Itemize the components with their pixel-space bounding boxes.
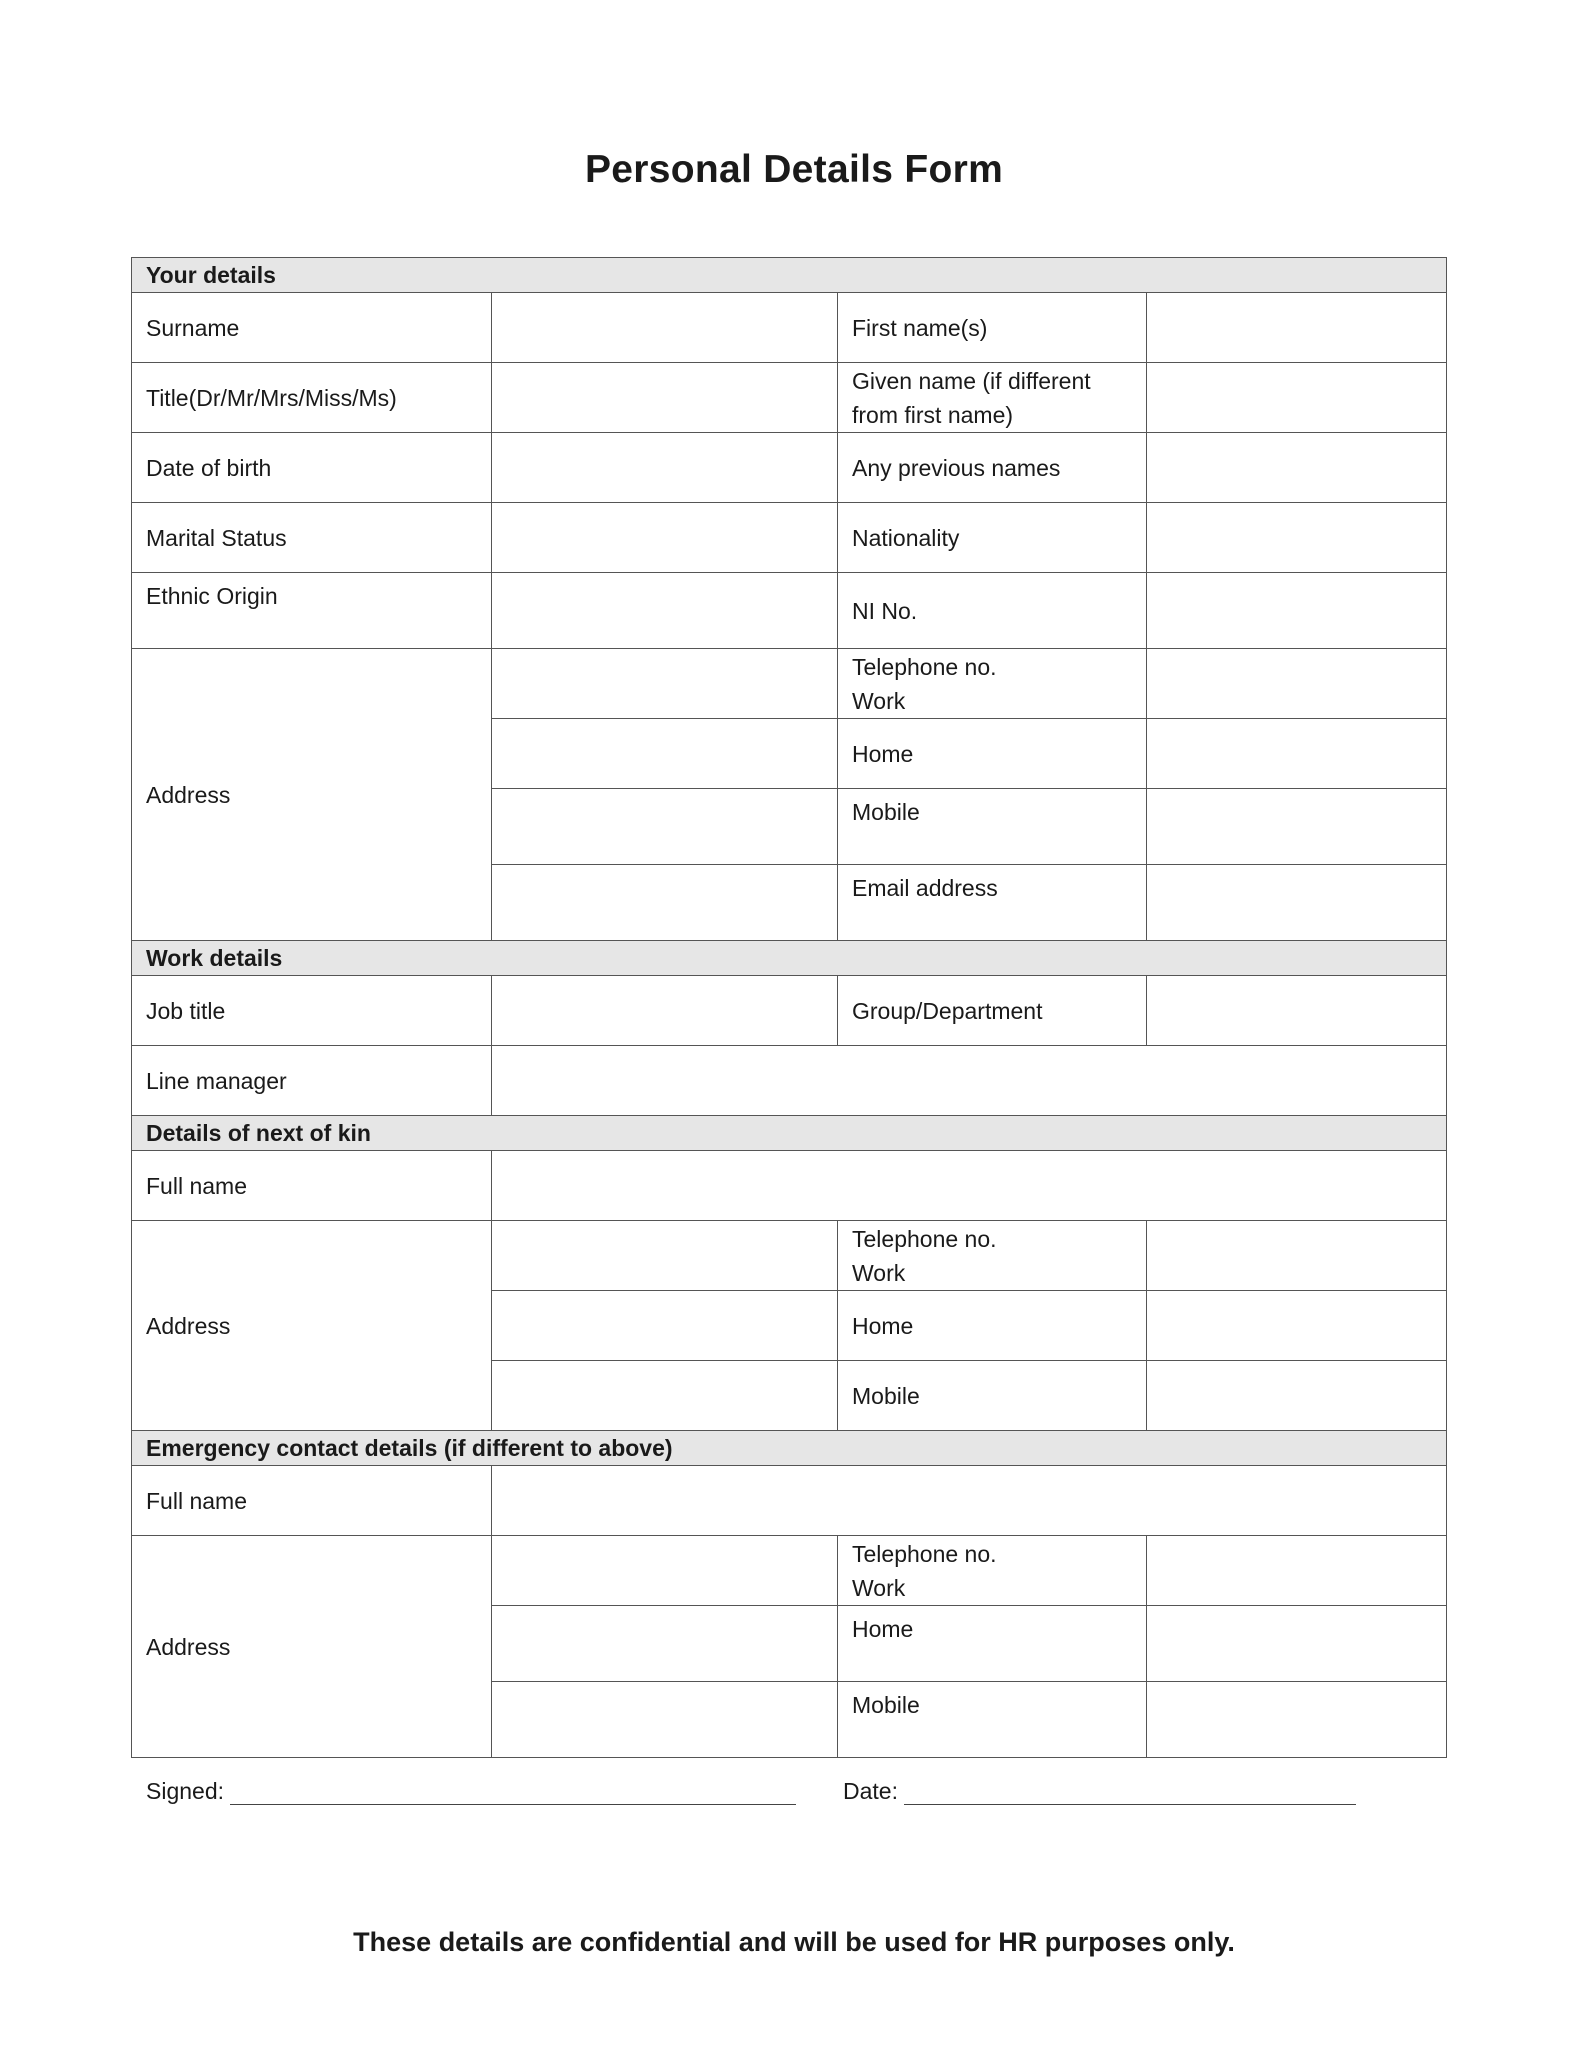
line-manager-label: Line manager: [132, 1046, 492, 1116]
kin-telephone-work-field[interactable]: [1147, 1221, 1447, 1291]
emergency-mobile-field[interactable]: [1147, 1682, 1447, 1758]
date-line[interactable]: [904, 1778, 1356, 1805]
job-title-field[interactable]: [492, 976, 838, 1046]
kin-work-label: Work: [852, 1259, 906, 1286]
group-department-label: Group/Department: [838, 976, 1147, 1046]
kin-mobile-label: Mobile: [838, 1361, 1147, 1431]
kin-telephone-label: Telephone no.: [852, 1225, 997, 1252]
address-line-3-field[interactable]: [492, 789, 838, 865]
emergency-home-label: Home: [838, 1606, 1147, 1682]
section-emergency-contact: Emergency contact details (if different to above): [132, 1431, 1447, 1466]
emergency-telephone-work-label: [838, 1536, 1147, 1606]
section-work-details: Work details: [132, 941, 1447, 976]
signed-line[interactable]: [230, 1778, 796, 1805]
emergency-home-field[interactable]: [1147, 1606, 1447, 1682]
ni-no-label: NI No.: [838, 573, 1147, 649]
telephone-work-field[interactable]: [1147, 649, 1447, 719]
emergency-address-line-2-field[interactable]: [492, 1606, 838, 1682]
address-line-4-field[interactable]: [492, 865, 838, 941]
marital-status-field[interactable]: [492, 503, 838, 573]
title-label: Title(Dr/Mr/Mrs/Miss/Ms): [132, 363, 492, 433]
kin-telephone-work-label: [838, 1221, 1147, 1291]
nationality-field[interactable]: [1147, 503, 1447, 573]
address-line-1-field[interactable]: [492, 649, 838, 719]
given-name-label: [838, 363, 1147, 433]
previous-names-label: Any previous names: [838, 433, 1147, 503]
address-label: Address: [132, 649, 492, 941]
confidentiality-notice: These details are confidential and will be used for HR purposes only.: [353, 1927, 1235, 1957]
surname-label: Surname: [132, 293, 492, 363]
section-your-details: Your details: [132, 258, 1447, 293]
previous-names-field[interactable]: [1147, 433, 1447, 503]
kin-address-line-3-field[interactable]: [492, 1361, 838, 1431]
line-manager-field[interactable]: [492, 1046, 1447, 1116]
home-phone-label: Home: [838, 719, 1147, 789]
emergency-address-line-3-field[interactable]: [492, 1682, 838, 1758]
emergency-address-label: Address: [132, 1536, 492, 1758]
emergency-full-name-field[interactable]: [492, 1466, 1447, 1536]
kin-address-line-2-field[interactable]: [492, 1291, 838, 1361]
mobile-field[interactable]: [1147, 789, 1447, 865]
dob-field[interactable]: [492, 433, 838, 503]
given-name-label-line-1: Given name (if different: [852, 367, 1091, 394]
emergency-work-label: Work: [852, 1574, 906, 1601]
emergency-telephone-label: Telephone no.: [852, 1540, 997, 1567]
dob-label: Date of birth: [132, 433, 492, 503]
group-department-field[interactable]: [1147, 976, 1447, 1046]
title-field[interactable]: [492, 363, 838, 433]
ethnic-origin-label: Ethnic Origin: [132, 573, 492, 649]
signed-row: [146, 1778, 796, 1805]
kin-home-label: Home: [838, 1291, 1147, 1361]
nationality-label: Nationality: [838, 503, 1147, 573]
kin-address-label: Address: [132, 1221, 492, 1431]
first-names-label: First name(s): [838, 293, 1147, 363]
emergency-telephone-work-field[interactable]: [1147, 1536, 1447, 1606]
emergency-mobile-label: Mobile: [838, 1682, 1147, 1758]
first-names-field[interactable]: [1147, 293, 1447, 363]
personal-details-table: [131, 257, 1447, 1758]
kin-mobile-field[interactable]: [1147, 1361, 1447, 1431]
marital-status-label: Marital Status: [132, 503, 492, 573]
date-row: [843, 1778, 1356, 1805]
ni-no-field[interactable]: [1147, 573, 1447, 649]
given-name-field[interactable]: [1147, 363, 1447, 433]
email-field[interactable]: [1147, 865, 1447, 941]
ethnic-origin-field[interactable]: [492, 573, 838, 649]
emergency-address-line-1-field[interactable]: [492, 1536, 838, 1606]
kin-full-name-field[interactable]: [492, 1151, 1447, 1221]
mobile-label: Mobile: [838, 789, 1147, 865]
kin-home-field[interactable]: [1147, 1291, 1447, 1361]
telephone-work-label: [838, 649, 1147, 719]
emergency-full-name-label: Full name: [132, 1466, 492, 1536]
signed-label: Signed:: [146, 1778, 225, 1804]
home-phone-field[interactable]: [1147, 719, 1447, 789]
job-title-label: Job title: [132, 976, 492, 1046]
given-name-label-line-2: from first name): [852, 401, 1014, 428]
section-next-of-kin: Details of next of kin: [132, 1116, 1447, 1151]
kin-address-line-1-field[interactable]: [492, 1221, 838, 1291]
kin-full-name-label: Full name: [132, 1151, 492, 1221]
surname-field[interactable]: [492, 293, 838, 363]
date-label: Date:: [843, 1778, 898, 1804]
address-line-2-field[interactable]: [492, 719, 838, 789]
email-label: Email address: [838, 865, 1147, 941]
telephone-label: Telephone no.: [852, 653, 997, 680]
work-label: Work: [852, 687, 906, 714]
page-title: Personal Details Form: [584, 148, 1004, 191]
